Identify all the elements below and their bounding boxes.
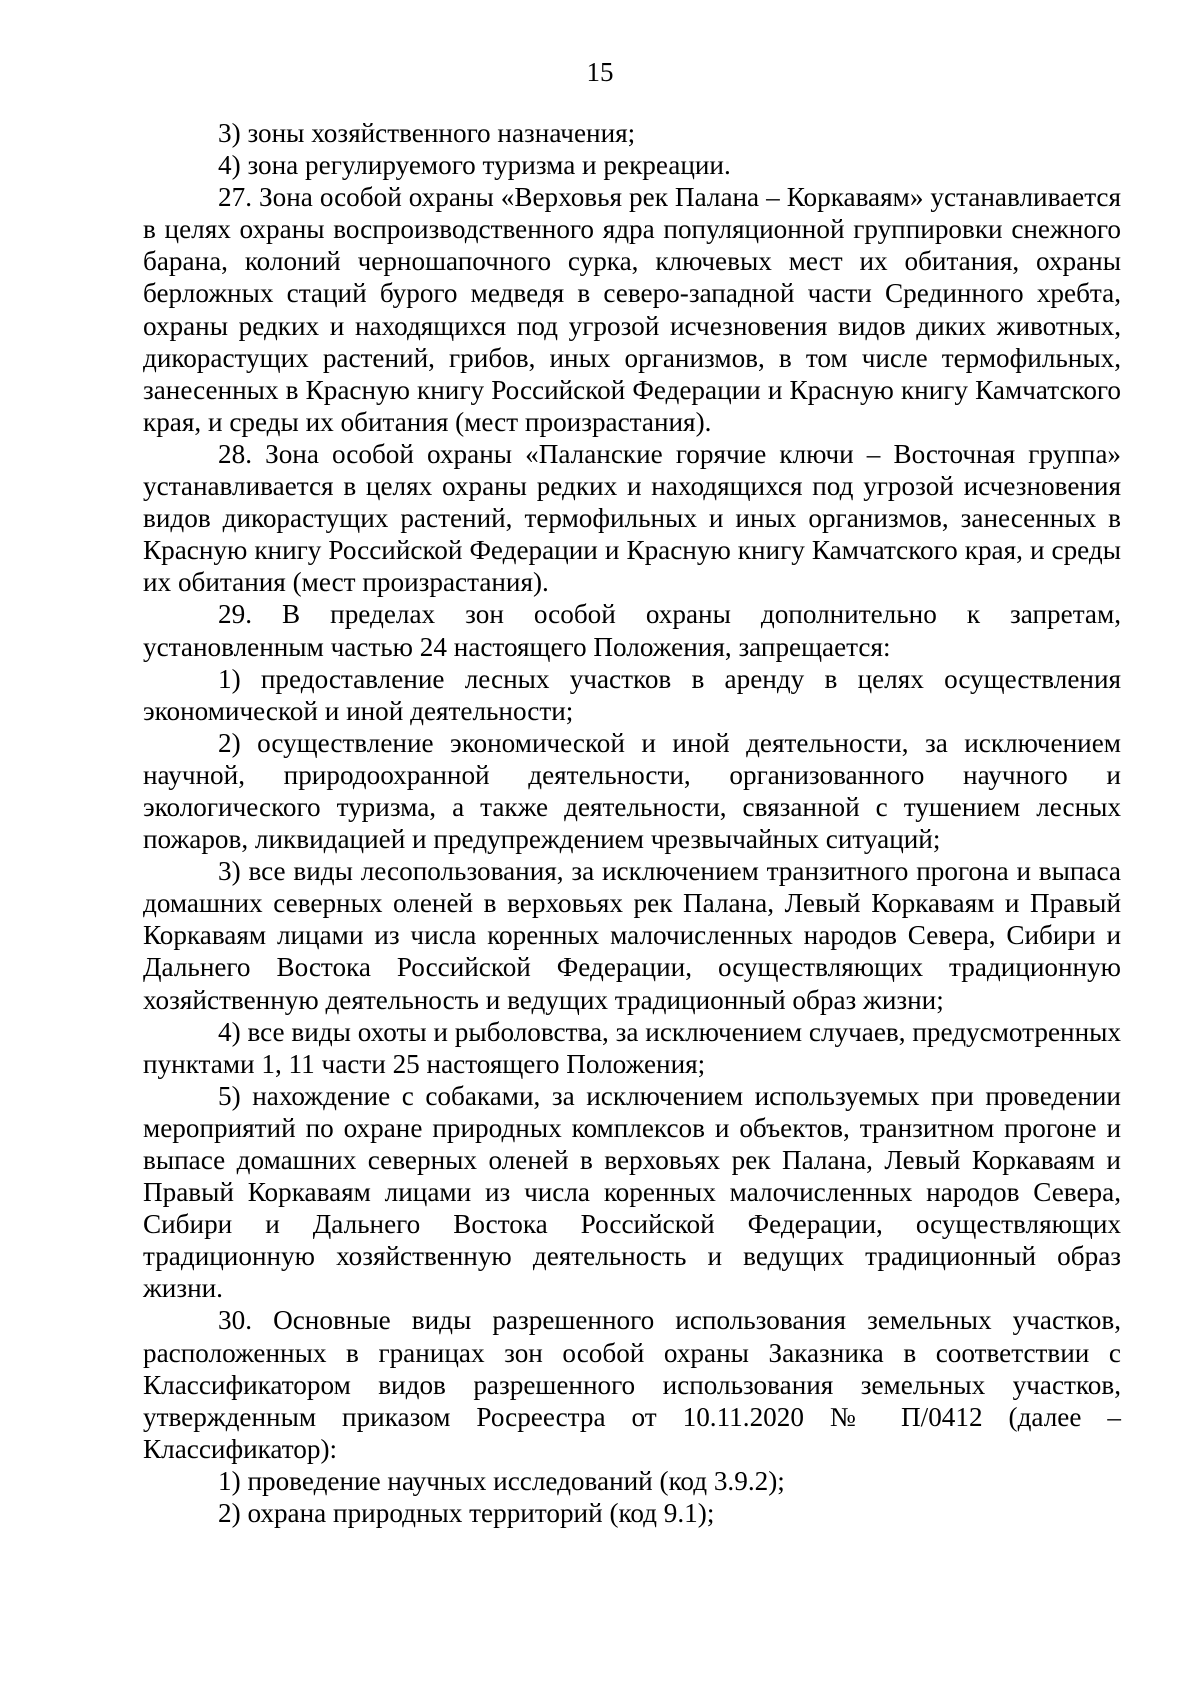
page-number: 15 xyxy=(586,57,614,87)
paragraph-30-item-1: 1) проведение научных исследований (код 3.9.2); xyxy=(218,1465,785,1496)
document-body xyxy=(143,117,1121,1529)
paragraph-27: 27. Зона особой охраны «Верховья рек Палана – Коркаваям» устанавливается в целях охраны воспроизводственного ядра популяционной группировки снежного барана, колоний черношапочного сурка, ключевых мест их обитания, охраны берложных стаций бурого медведя в северо-западной части Срединного хребта, охраны редких и находящихся под угрозой исчезновения видов диких животных, дикорастущих растений, грибов, иных организмов, в том числе термофильных, занесенных в Красную книгу Российской Федерации и Красную книгу Камчатского края, и среды их обитания (мест произрастания). xyxy=(143,182,1121,437)
paragraph-item-4-zone: 4) зона регулируемого туризма и рекреации. xyxy=(218,150,731,181)
paragraph-29-item-4: 4) все виды охоты и рыболовства, за исключением случаев, предусмотренных пунктами 1, 11 части 25 настоящего Положения; xyxy=(143,1016,1121,1079)
paragraph-29-item-5: 5) нахождение с собаками, за исключением используемых при проведении мероприятий по охране природных комплексов и объектов, транзитном прогоне и выпасе домашних северных оленей в верховьях рек Палана, Левый Коркаваям и Правый Коркаваям лицами из числа коренных малочисленных народов Севера, Сибири и Дальнего Востока Российской Федерации, осуществляющих традиционную хозяйственную деятельность и ведущих традиционный образ жизни. xyxy=(143,1080,1121,1304)
paragraph-28: 28. Зона особой охраны «Паланские горячие ключи – Восточная группа» устанавливается в целях охраны редких и находящихся под угрозой исчезновения видов дикорастущих растений, термофильных и иных организмов, занесенных в Красную книгу Российской Федерации и Красную книгу Камчатского края, и среды их обитания (мест произрастания). xyxy=(143,438,1121,598)
paragraph-29-item-2: 2) осуществление экономической и иной деятельности, за исключением научной, природоохранной деятельности, организованного научного и экологического туризма, а также деятельности, связанной с тушением лесных пожаров, ликвидацией и предупреждением чрезвычайных ситуаций; xyxy=(143,727,1121,855)
paragraph-30-item-2: 2) охрана природных территорий (код 9.1); xyxy=(218,1498,715,1529)
paragraph-item-3-zones: 3) зоны хозяйственного назначения; xyxy=(218,118,636,148)
paragraph-29-item-3: 3) все виды лесопользования, за исключением транзитного прогона и выпаса домашних северных оленей в верховьях рек Палана, Левый Коркаваям и Правый Коркаваям лицами из числа коренных малочисленных народов Севера, Сибири и Дальнего Востока Российской Федерации, осуществляющих традиционную хозяйственную деятельность и ведущих традиционный образ жизни; xyxy=(143,856,1121,1015)
paragraph-30: 30. Основные виды разрешенного использования земельных участков, расположенных в границах зон особой охраны Заказника в соответствии с Классификатором видов разрешенного использования земельных участков, утвержденным приказом Росреестра от 10.11.2020 № П/0412 (далее – Классификатор): xyxy=(143,1305,1121,1464)
paragraph-29-item-1: 1) предоставление лесных участков в аренду в целях осуществления экономической и иной деятельности; xyxy=(143,663,1121,726)
paragraph-29: 29. В пределах зон особой охраны дополнительно к запретам, установленным частью 24 настоящего Положения, запрещается: xyxy=(143,599,1121,662)
